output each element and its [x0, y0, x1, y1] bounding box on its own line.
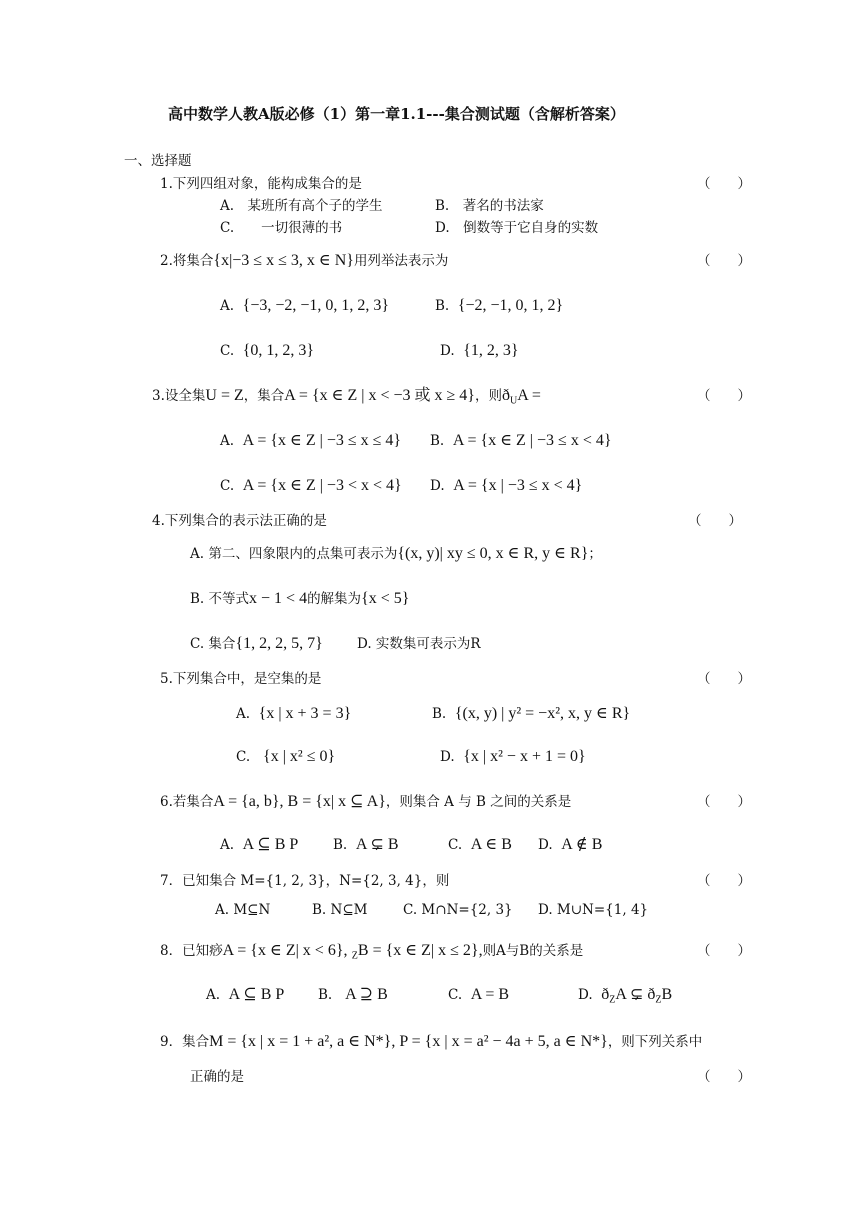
question-4-option-a: [190, 545, 602, 563]
question-6-answer-paren: （ ）: [697, 794, 751, 810]
question-8-option-a: [206, 986, 284, 1004]
option-label: D.: [430, 478, 445, 494]
question-2-option-a: [220, 297, 389, 315]
question-3-option-a: [220, 432, 401, 450]
question-5-option-c: [236, 748, 335, 766]
option-text: C. 集合: [190, 636, 236, 652]
question-1-option-d: D. 倒数等于它自身的实数: [435, 220, 599, 236]
question-4-option-b: [190, 590, 409, 608]
stem-math: A = {a, b}, B = {x| x ⊆ A}: [213, 793, 386, 810]
stem-subscript: Z: [351, 950, 358, 962]
stem-text: 则A与B的关系是: [482, 943, 584, 959]
stem-math: A = {x ∈ Z | x < −3 或 x ≥ 4}: [284, 387, 475, 404]
option-math: x − 1 < 4: [249, 590, 308, 607]
question-1-option-c: C. 一切很薄的书: [220, 220, 343, 236]
question-8-stem: [160, 942, 583, 966]
complement-subscript: U: [509, 395, 518, 407]
option-math: {(x, y)| xy ≤ 0, x ∈ R, y ∈ R}: [397, 545, 589, 562]
question-1-option-a: A. 某班所有高个子的学生: [220, 198, 383, 214]
stem-math: A =: [517, 387, 541, 404]
complement-symbol: ð: [601, 986, 610, 1003]
option-math: A ⊇ B: [345, 986, 388, 1003]
stem-text: ，则: [474, 388, 502, 404]
question-3-option-c: [220, 477, 402, 495]
option-math: A = {x ∈ Z | −3 ≤ x ≤ 4}: [242, 432, 402, 449]
option-math: A = {x | −3 ≤ x < 4}: [453, 477, 583, 494]
complement-subscript: Z: [609, 994, 616, 1006]
option-label: A.: [206, 987, 221, 1003]
question-7-option-b: B. N⊆M: [312, 902, 368, 918]
question-5-option-a: [236, 705, 351, 723]
question-5-option-b: [432, 705, 630, 723]
page-title: 高中数学人教A版必修（1）第一章1.1---集合测试题（含解析答案）: [168, 105, 625, 123]
question-8-option-b: [318, 986, 388, 1004]
stem-math: U = Z: [205, 387, 244, 404]
option-math: {1, 2, 2, 5, 7}: [235, 635, 323, 652]
option-math: A ∉ B: [561, 836, 603, 853]
option-math: {x | x² ≤ 0}: [263, 748, 336, 765]
question-2-option-d: [440, 342, 519, 360]
stem-text: 8．已知痧: [160, 943, 223, 959]
option-math: A ⊊ B: [355, 836, 399, 853]
option-math: A = {x ∈ Z | −3 ≤ x < 4}: [452, 432, 612, 449]
option-label: D.: [578, 987, 593, 1003]
question-4-option-d: D. 实数集可表示为R: [357, 636, 481, 652]
question-1-answer-paren: （ ）: [697, 176, 751, 192]
option-label: A.: [220, 298, 235, 314]
question-6-stem: [160, 793, 571, 811]
option-label: D.: [440, 749, 455, 765]
option-label: C.: [448, 837, 463, 853]
question-4-answer-paren: （ ）: [688, 513, 742, 529]
section-heading: 一、选择题: [124, 153, 192, 169]
question-1-option-b: B. 著名的书法家: [435, 198, 544, 214]
question-8-option-d: [578, 986, 672, 1010]
question-5-answer-paren: （ ）: [697, 671, 751, 687]
option-math: A = {x ∈ Z | −3 < x < 4}: [242, 477, 402, 494]
option-label: A.: [236, 706, 251, 722]
option-math: A ⊆ B P: [228, 986, 285, 1003]
complement-symbol: ð: [501, 387, 510, 404]
question-3-option-d: [430, 477, 582, 495]
option-label: C.: [220, 478, 235, 494]
stem-math: M = {x | x = 1 + a², a ∈ N*}, P = {x | x = a² − 4a + 5, a ∈ N*}: [209, 1033, 608, 1050]
question-6-option-a: [220, 836, 298, 854]
question-2-stem-suffix: 用列举法表示为: [353, 253, 449, 269]
option-math: A = B: [470, 986, 510, 1003]
complement-subscript: Z: [655, 994, 662, 1006]
option-label: B.: [432, 706, 447, 722]
question-9-stem: [160, 1033, 702, 1051]
question-2-option-c: [220, 342, 314, 360]
option-text: B. 不等式: [190, 591, 250, 607]
option-math: {x < 5}: [361, 590, 410, 607]
question-8-answer-paren: （ ）: [697, 943, 751, 959]
question-6-option-d: [538, 836, 602, 854]
question-2-option-b: [435, 297, 563, 315]
option-math: {(x, y) | y² = −x², x, y ∈ R}: [454, 705, 631, 722]
stem-text: ，则集合 A 与 B 之间的关系是: [385, 794, 572, 810]
question-7-option-a: A. M⊆N: [215, 902, 271, 918]
option-math: A ∈ B: [470, 836, 512, 853]
option-label: B.: [333, 837, 348, 853]
question-2-stem: [160, 252, 448, 270]
option-math: B: [661, 986, 673, 1003]
stem-math: A = {x ∈ Z| x < 6},: [222, 942, 348, 959]
question-1-stem: 1.下列四组对象，能构成集合的是: [160, 176, 362, 192]
question-7-option-d: D. M∪N={1, 4}: [538, 902, 649, 918]
option-text: 的解集为: [307, 591, 362, 607]
stem-text: 3.设全集: [152, 388, 206, 404]
option-label: B.: [435, 298, 450, 314]
option-math: {−3, −2, −1, 0, 1, 2, 3}: [242, 297, 390, 314]
option-label: A.: [220, 837, 235, 853]
question-2-set-expression: {x|−3 ≤ x ≤ 3, x ∈ N}: [213, 252, 354, 269]
question-6-option-c: [448, 836, 512, 854]
question-4-option-c: [190, 635, 323, 653]
question-2-stem-prefix: 2.将集合: [160, 253, 214, 269]
stem-math: B = {x ∈ Z| x ≤ 2},: [357, 942, 483, 959]
stem-text: ，集合: [243, 388, 285, 404]
option-math: A ⊊ ð: [615, 986, 656, 1003]
question-9-stem-line-2: 正确的是: [190, 1069, 244, 1085]
question-8-option-c: [448, 986, 509, 1004]
question-5-option-d: [440, 748, 586, 766]
stem-text: ，则下列关系中: [607, 1034, 703, 1050]
question-4-stem: 4.下列集合的表示法正确的是: [152, 513, 327, 529]
option-label: D.: [440, 343, 455, 359]
option-label: C.: [448, 987, 463, 1003]
stem-text: 9．集合: [160, 1034, 210, 1050]
question-3-answer-paren: （ ）: [697, 388, 751, 404]
option-text: A. 第二、四象限内的点集可表示为: [190, 546, 398, 562]
option-text: ；: [588, 546, 602, 562]
question-9-answer-paren: （ ）: [697, 1069, 751, 1085]
option-math: {x | x + 3 = 3}: [258, 705, 352, 722]
option-label: B.: [430, 433, 445, 449]
option-math: {−2, −1, 0, 1, 2}: [457, 297, 564, 314]
question-3-option-b: [430, 432, 612, 450]
option-label: A.: [220, 433, 235, 449]
question-5-stem: 5.下列集合中，是空集的是: [160, 671, 322, 687]
question-7-option-c: C. M∩N={2, 3}: [403, 902, 513, 918]
option-math: {1, 2, 3}: [463, 342, 519, 359]
option-math: {x | x² − x + 1 = 0}: [463, 748, 586, 765]
question-2-answer-paren: （ ）: [697, 253, 751, 269]
option-math: {0, 1, 2, 3}: [242, 342, 315, 359]
question-7-stem: 7．已知集合 M={1, 2, 3}，N={2, 3, 4}，则: [160, 873, 450, 889]
question-6-option-b: [333, 836, 399, 854]
question-3-stem: [152, 387, 541, 411]
option-label: C.: [236, 749, 251, 765]
option-math: A ⊆ B P: [242, 836, 299, 853]
option-label: C.: [220, 343, 235, 359]
stem-text: 6.若集合: [160, 794, 214, 810]
option-label: D.: [538, 837, 553, 853]
option-label: B.: [318, 987, 333, 1003]
question-7-answer-paren: （ ）: [697, 873, 751, 889]
